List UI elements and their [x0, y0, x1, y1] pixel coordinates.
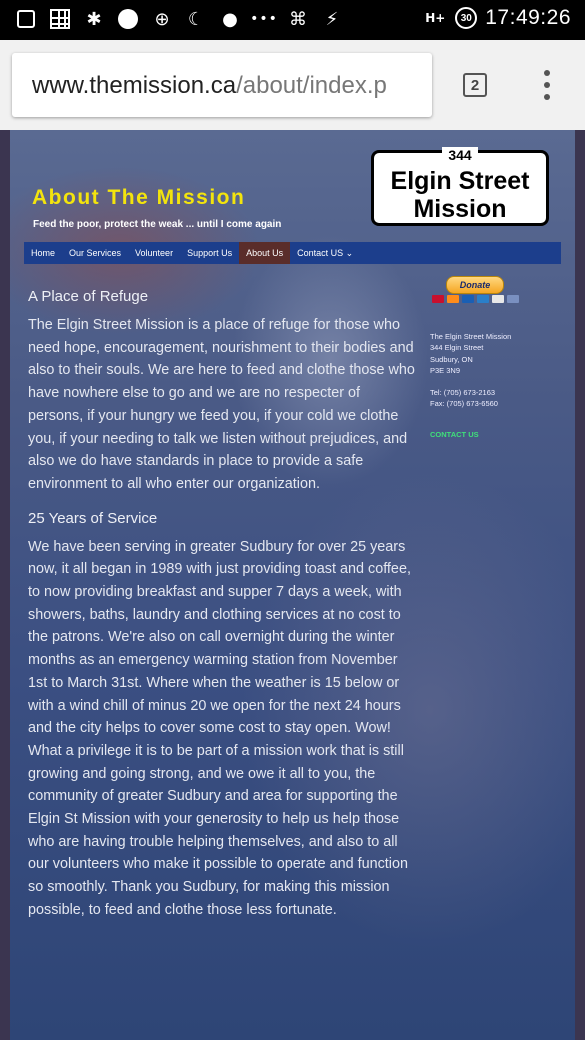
nav-support-us[interactable]: Support Us — [187, 248, 233, 258]
bank-card-icon — [507, 295, 519, 303]
facebook-icon — [14, 8, 38, 30]
amex-icon — [477, 295, 489, 303]
address-street: 344 Elgin Street — [430, 343, 484, 353]
section-body-service: We have been serving in greater Sudbury for over 25 years now, it all began in 1989 with just providing toast and coffee, to now providing breakfast and supper 7 days a week, with showers, baths, laundry and clothing services at no cost to the patrons. We're also on call overnight during the winter months as an emergency warming station from November 1st to March 31st. Where when the weather is 15 below or with a wind chill of minus 20 we open for the next 24 hours and the city helps to cover some cost to stay open. Wow! What a privilege it is to be part of a mission work that is still growing and going strong, and we owe it all to you, the community of greater Sudbury and area for supporting the Elgin St Mission with your generosity to help us help those who are having trouble helping themselves, and also to all our volunteers who make it possible to operate and function so smoothly. Thank you Sudbury, for making this mission possible, to feed and clothe those less fortunate. — [28, 538, 411, 918]
bbm-icon: ✱ — [86, 8, 102, 30]
address-postal: P3E 3N9 — [430, 365, 461, 375]
mastercard-icon — [432, 295, 444, 303]
section-heading-service: 25 Years of Service — [28, 509, 158, 527]
web-page — [0, 130, 585, 1040]
tab-switcher-button[interactable]: 2 — [463, 73, 487, 97]
search-app-icon: ⊕ — [154, 8, 170, 30]
logo-number — [374, 147, 546, 163]
network-type-icon: H+ — [425, 11, 446, 25]
page-border-right — [575, 130, 585, 1040]
url-bar[interactable] — [12, 53, 432, 117]
nav-volunteer[interactable]: Volunteer — [135, 248, 174, 258]
payment-cards — [432, 295, 519, 303]
fax: Fax: (705) 673-6560 — [430, 399, 498, 409]
browser-toolbar — [0, 40, 585, 130]
nav-our-services[interactable]: Our Services — [69, 248, 122, 258]
microphone-icon: ● — [222, 8, 238, 30]
nav-contact-us[interactable]: Contact US ⌄ — [297, 248, 354, 258]
address-city: Sudbury, ON — [430, 354, 473, 364]
site-logo[interactable] — [371, 147, 549, 226]
section-body-refuge: The Elgin Street Mission is a place of refuge for those who need hope, encouragement, nourishment to their bodies and also to their souls. We are here to feed and clothe those who have nowhere else to go and we are no respecter of persons, if your hungry we feed you, if your cold we clothe you, if your needing to talk we listen without prejudices, and also we do have standards in place to provide a safe environment to all who enter our organization. — [28, 317, 415, 492]
moon-icon: ☾ — [187, 8, 205, 30]
grid-app-icon — [48, 8, 72, 30]
telephone: Tel: (705) 673-2163 — [430, 388, 496, 398]
url-text[interactable] — [32, 72, 387, 100]
logo-line1: Elgin Street — [390, 167, 530, 195]
contact-us-link[interactable]: CONTACT US — [430, 430, 479, 439]
contact-info — [430, 331, 511, 410]
page-title: About The Mission — [32, 186, 246, 209]
nav-about-us[interactable]: About Us — [239, 242, 290, 264]
more-notifications-icon: ••• — [250, 11, 278, 27]
maestro-icon — [447, 295, 459, 303]
status-bar — [0, 0, 585, 40]
battery-icon: 30 — [455, 7, 477, 29]
url-domain: www.themission.ca — [32, 72, 237, 99]
clock: 17:49:26 — [485, 6, 571, 29]
page-border-left — [0, 130, 10, 1040]
nav-home[interactable]: Home — [31, 248, 56, 258]
main-nav — [24, 242, 561, 264]
site-tagline: Feed the poor, protect the weak ... until I come again — [33, 219, 282, 230]
logo-line2: Mission — [413, 195, 507, 223]
site-header — [10, 130, 575, 240]
browser-menu-button[interactable] — [540, 70, 554, 100]
info-spacer — [430, 376, 511, 387]
paw-icon — [116, 8, 140, 30]
visa-icon — [462, 295, 474, 303]
donate-button[interactable]: Donate — [446, 276, 504, 294]
section-heading-refuge: A Place of Refuge — [28, 288, 149, 305]
address-name: The Elgin Street Mission — [430, 332, 512, 341]
main-content — [28, 288, 418, 936]
notification-icons — [14, 8, 344, 30]
vibrate-icon: ⌘ — [289, 8, 307, 30]
url-path: /about/index.p — [236, 72, 387, 99]
no-sim-icon: ⚡ — [325, 8, 339, 30]
logo-number-text: 344 — [442, 147, 477, 163]
discover-icon — [492, 295, 504, 303]
